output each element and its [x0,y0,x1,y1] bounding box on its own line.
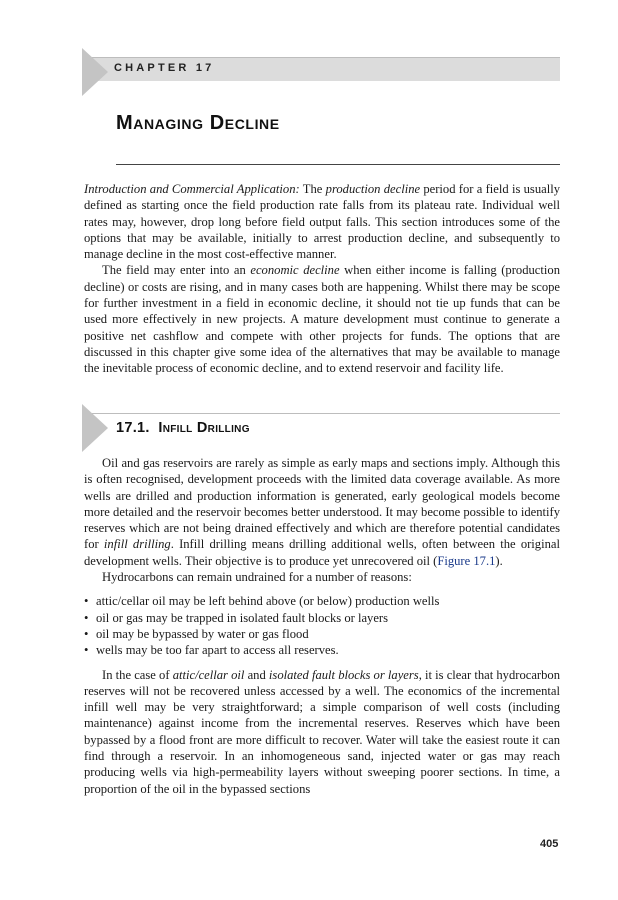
term-economic-decline: economic decline [250,263,340,278]
list-item: • attic/cellar oil may be left behind above (or below) production wells [84,593,560,609]
section-arrow-icon [82,404,108,452]
intro-lead-label: Introduction and Commercial Application: [84,182,300,196]
intro-paragraph-1: Introduction and Commercial Application: The production decline period for a field is usually defined as starting once the field production rate falls from its plateau rate. Individual well rates may, however, drop long before field output falls. This section introduces some of the options that may be available, initially to arrest production decline, and subsequently to manage decline in the most cost-effective manner. [84,182,561,262]
section-title [116,420,250,436]
section-paragraph-3: In the case of attic/cellar oil and isolated fault blocks or layers, it is clear that hydrocarbon reserves will not be recovered unless accessed by a well. The economics of the incremental infill well may be very straightforward; a simple comparison of well costs (including maintenance) against income from the incremental reserves. Reserves which have been bypassed by a flood front are more difficult to recover. Water will take the easiest route it can find through a reservoir. In an inhomogeneous sand, injected water or gas may reach producing wells via high-permeability layers without sweeping poorer sections. In time, a proportion of the oil in the bypassed sections [84,667,561,796]
term-infill-drilling: infill drilling [103,537,171,552]
section-text [84,455,560,797]
chapter-arrow-icon [82,48,108,96]
section-title-text: Infill Drilling [158,420,250,436]
list-item: • oil may be bypassed by water or gas flood [84,626,560,642]
list-item: • wells may be too far apart to access all reserves. [84,642,560,658]
title-divider [116,164,560,165]
chapter-header [82,48,560,82]
section-paragraph-1: Oil and gas reservoirs are rarely as simple as early maps and sections imply. Although this is often recognised, development proceeds with the limited data coverage available. As more wells are drilled and production information is generated, early geological models become more detailed and the reservoir becomes better understood. It may become possible to identify reserves which are not being drained effectively and which are therefore potential candidates for infill drilling. Infill drilling means drilling additional wells, often between the original development wells. Their objective is to produce yet unrecovered oil (Figure 17.1). [84,456,560,568]
section-number: 17.1. [116,420,150,436]
section-header-rule [82,413,560,414]
term-attic-cellar-oil: attic/cellar oil [172,667,245,682]
reasons-list [84,593,560,658]
section-header [82,404,560,454]
term-production-decline: production decline [325,182,421,196]
intro-text [84,181,560,377]
chapter-label: CHAPTER 17 [114,62,215,74]
section-paragraph-2: Hydrocarbons can remain undrained for a number of reasons: [102,570,412,585]
intro-paragraph-2: The field may enter into an economic decline when either income is falling (production decline) or costs are rising, and in many cases both are happening. Whilst there may be scope for further investment in a field in economic decline, it should not tie up funds that can be used more effectively in new projects. A mature development must continue to generate a positive net cashflow and compete with other projects for funds. The options that are discussed in this chapter give some idea of the alternatives that may be available to manage the inevitable process of economic decline, and to extend reservoir and facility life. [84,263,560,376]
figure-link[interactable]: Figure 17.1 [437,553,496,568]
page-number: 405 [540,838,559,850]
chapter-title: Managing Decline [116,112,280,134]
list-item: • oil or gas may be trapped in isolated fault blocks or layers [84,610,560,626]
term-isolated-fault-blocks: isolated fault blocks or layers [268,667,419,682]
